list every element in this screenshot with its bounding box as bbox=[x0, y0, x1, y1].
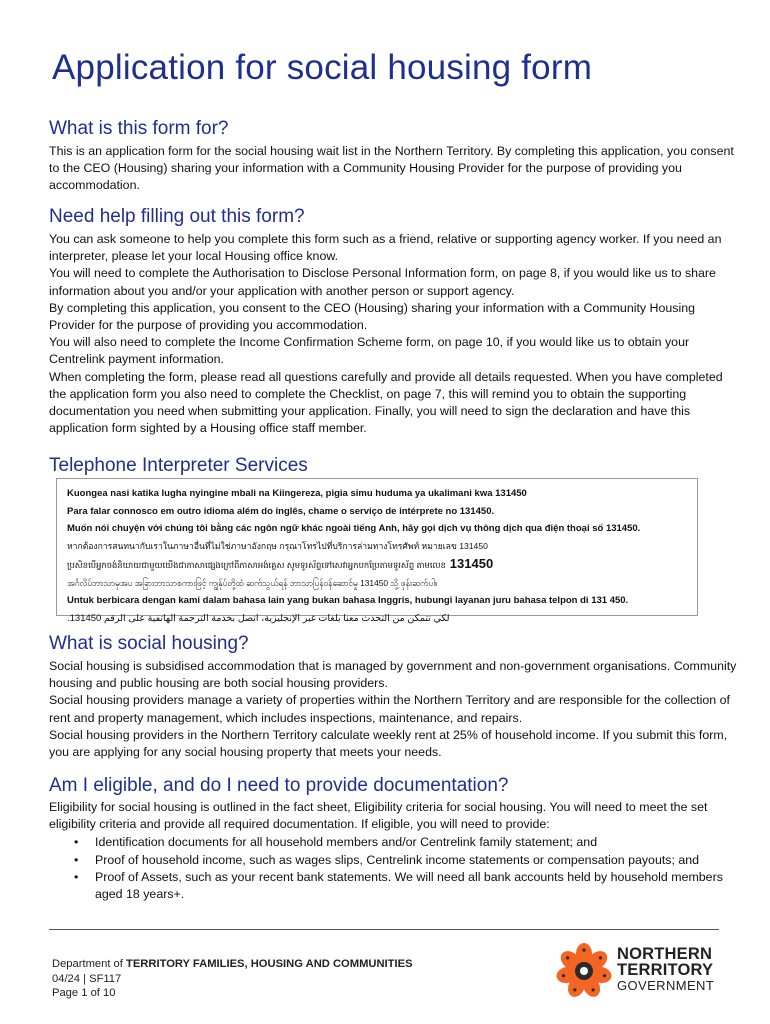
logo-line-1: NORTHERN bbox=[617, 945, 713, 963]
interpreter-line-malay: Untuk berbicara dengan kami dalam bahasa lain yang bukan bahasa Inggris, hubungi layanan juru bahasa telpon di 131 450. bbox=[67, 595, 629, 606]
help-paragraph-5: When completing the form, please read all questions carefully and provide all details requested. When you have completed the application form you also need to complete the Checklist, on page 7, this will remind you to obtain the supporting documentation you need when submitting your application. Finally, you will need to sign the declaration and have this application form sighted by a Housing office staff member. bbox=[49, 369, 723, 436]
footer bbox=[52, 957, 413, 1001]
interpreter-line-portuguese: Para falar connosco em outro idioma além do inglês, chame o serviço de intérprete no 131450. bbox=[67, 505, 495, 517]
interpreter-line-thai: หากต้องการสนทนากับเราในภาษาอื่นที่ไม่ใช่ภาษาอังกฤษ กรุณาโทรไปที่บริการล่ามทางโทรศัพท์ หมายเลข 131450 bbox=[67, 540, 488, 551]
help-paragraph-3: By completing this application, you consent to the CEO (Housing) sharing your information with a Community Housing Provider for the purpose of providing you accommodation. bbox=[49, 300, 696, 333]
documentation-list bbox=[49, 834, 739, 903]
help-paragraph-1: You can ask someone to help you complete this form such as a friend, relative or supporting agency worker. If you need an interpreter, please let your local Housing office know. bbox=[49, 232, 722, 264]
khmer-number: 131450 bbox=[449, 556, 494, 571]
form-code: 04/24 | SF117 bbox=[52, 972, 122, 985]
page-title: Application for social housing form bbox=[52, 48, 593, 87]
help-paragraph-4: You will also need to complete the Income Confirmation Scheme form, on page 10, if you would like us to obtain your Centrelink payment information. bbox=[49, 335, 690, 367]
list-item: • Proof of household income, such as wages slips, Centrelink income statements or compensation payouts; and bbox=[95, 852, 739, 869]
section-heading-interpreter: Telephone Interpreter Services bbox=[49, 455, 308, 476]
list-item: • Proof of Assets, such as your recent bank statements. We will need all bank accounts held by household members aged 18 years+. bbox=[95, 869, 739, 903]
department-name: TERRITORY FAMILIES, HOUSING AND COMMUNITIES bbox=[126, 958, 413, 970]
purpose-text: This is an application form for the social housing wait list in the Northern Territory. By completing this application, you consent to the CEO (Housing) sharing your information with a Community Housing Provider for the purpose of providing you accommodation. bbox=[49, 144, 734, 193]
nt-government-logo bbox=[555, 941, 725, 1001]
section-heading-eligibility: Am I eligible, and do I need to provide documentation? bbox=[49, 775, 509, 796]
list-item: • Identification documents for all household members and/or Centrelink family statement; and bbox=[95, 834, 739, 851]
section-purpose-body bbox=[49, 143, 739, 195]
footer-department bbox=[52, 957, 413, 972]
khmer-text: ប្រសិនបើអ្នកចង់និយាយជាមួយយើងជាភាសាផ្សេងក្រៅពីភាសាអង់គ្លេស សូមទូរស័ព្ទទៅសេវាអ្នកបកប្រែតាមទូរស័ព្ទ តាមលេខ bbox=[67, 560, 446, 570]
interpreter-line-arabic: لكي تتمكن من التحدث معنا بلغات غير الإنجليزية، اتصل بخدمة الترجمة الهاتفية على الرقم 131450. bbox=[67, 612, 450, 624]
social-paragraph-3: Social housing providers in the Northern Territory calculate weekly rent at 25% of household income. If you submit this form, you are applying for any social housing property that meets your needs. bbox=[49, 727, 728, 760]
interpreter-line-vietnamese: Muốn nói chuyện với chúng tôi bằng các ngôn ngữ khác ngoài tiếng Anh, hãy gọi dịch vụ thông dịch qua điện thoại số 131450. bbox=[67, 523, 641, 534]
section-help-body bbox=[49, 231, 739, 437]
interpreter-line-swahili: Kuongea nasi katika lugha nyingine mbali na Kiingereza, pigia simu huduma ya ukalimani kwa 131450 bbox=[67, 488, 527, 499]
desert-rose-icon bbox=[555, 941, 613, 1001]
section-social-body bbox=[49, 658, 739, 761]
interpreter-languages-box bbox=[56, 478, 698, 624]
eligibility-intro: Eligibility for social housing is outlined in the fact sheet, Eligibility criteria for social housing. You will need to meet the set eligibility criteria and provide all required documentation. If eligible, you will need to provide: bbox=[49, 800, 708, 832]
social-paragraph-1: Social housing is subsidised accommodation that is managed by government and non-government organisations. Community housing and public housing are both social housing providers. bbox=[49, 659, 737, 691]
interpreter-line-khmer bbox=[67, 555, 689, 575]
department-prefix: Department of bbox=[52, 958, 123, 970]
help-paragraph-2: You will need to complete the Authorisation to Disclose Personal Information form, on page 8, if you would like us to share information about you and/or your application with another person or support agency. bbox=[49, 266, 716, 298]
logo-wordmark bbox=[617, 946, 714, 994]
page-number: Page 1 of 10 bbox=[52, 987, 116, 999]
social-paragraph-2: Social housing providers manage a variety of properties within the Northern Territory and are responsible for the collection of rent and property management, which includes inspections, maintenance, and repairs. bbox=[49, 693, 730, 725]
footer-divider bbox=[49, 929, 719, 930]
logo-line-3: GOVERNMENT bbox=[617, 978, 715, 993]
section-heading-help: Need help filling out this form? bbox=[49, 206, 305, 227]
interpreter-line-burmese: အင်္ဂလိပ်ဘာသာမှအပ အခြားဘာသာစကားဖြင့် ကျွန်ုပ်တို့ထံ ဆက်သွယ်ရန် ဘာသာပြန်ဝန်ဆောင်မှု 131450 သို့ ဖုန်းဆက်ပါ။ bbox=[67, 577, 438, 588]
section-heading-purpose: What is this form for? bbox=[49, 118, 229, 139]
section-eligibility-body bbox=[49, 799, 739, 903]
logo-line-2: TERRITORY bbox=[617, 961, 714, 979]
section-heading-social: What is social housing? bbox=[49, 633, 249, 654]
